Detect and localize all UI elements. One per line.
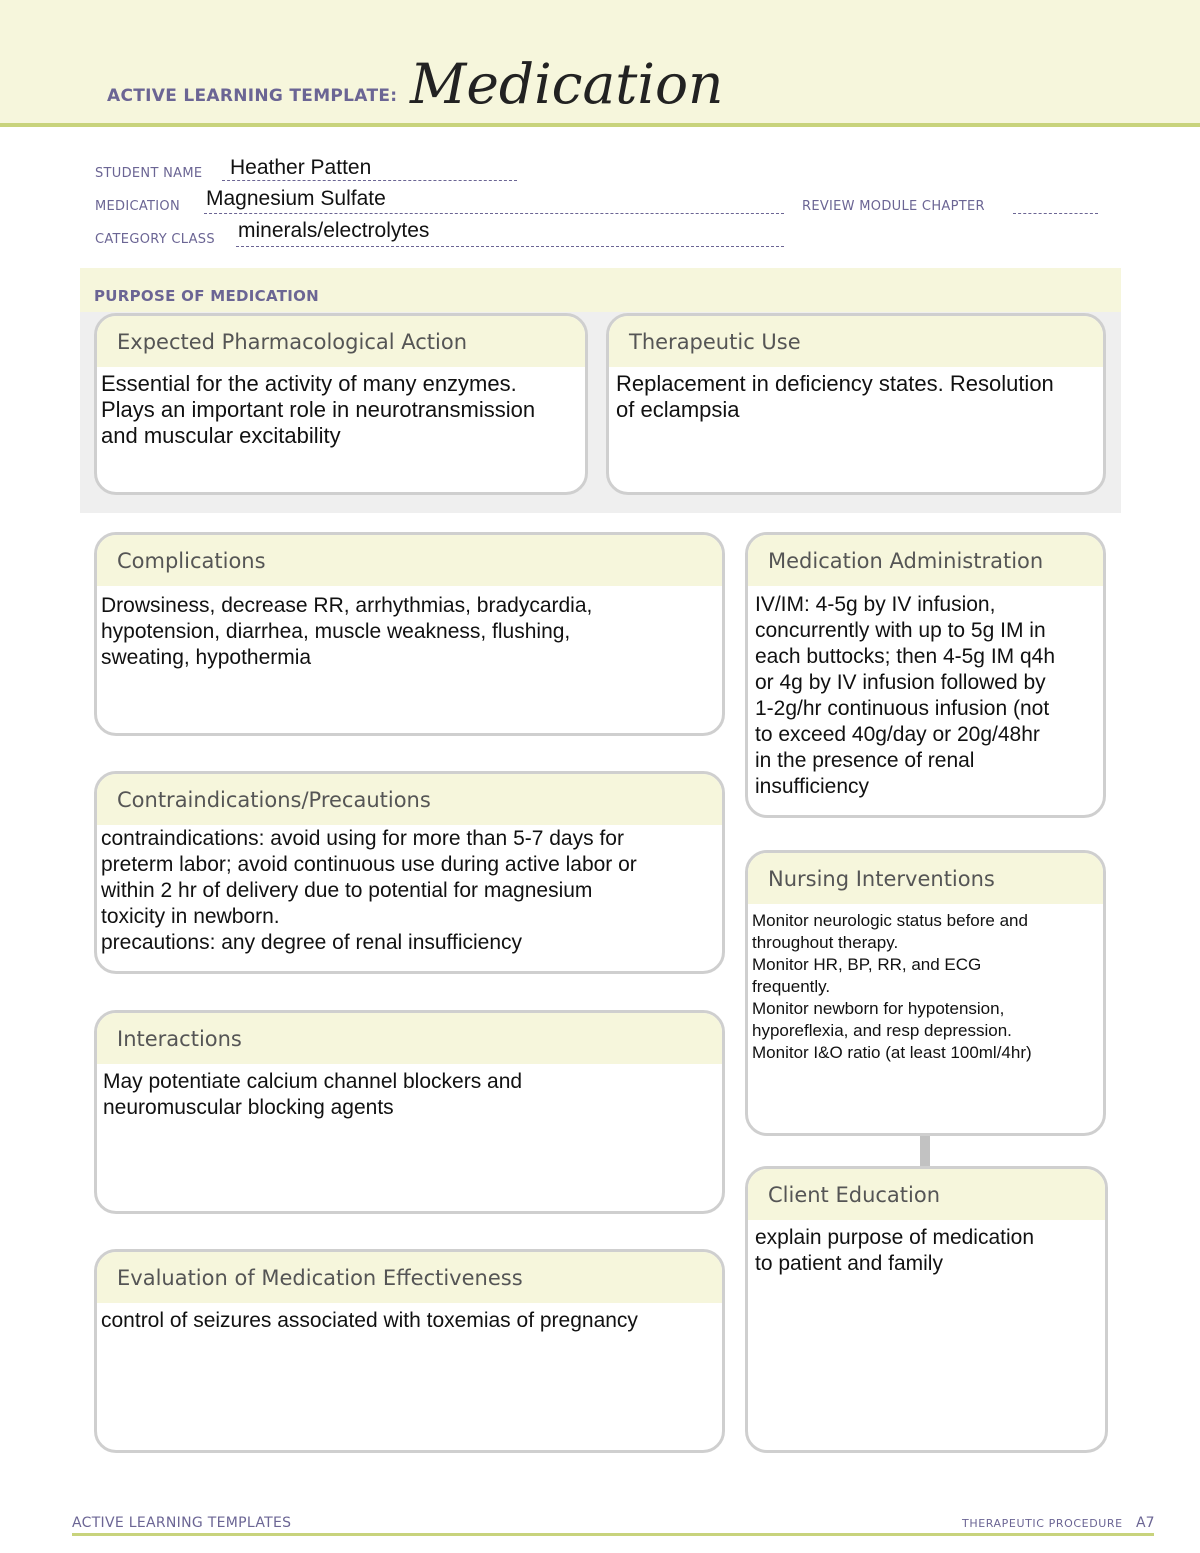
text-line: hypotension, diarrhea, muscle weakness, flushing,	[101, 620, 571, 643]
text-line: Monitor I&O ratio (at least 100ml/4hr)	[752, 1043, 1032, 1062]
therapeutic-use-box	[606, 313, 1106, 495]
header-rule	[0, 123, 1200, 127]
text-line: sweating, hypothermia	[101, 646, 312, 669]
client-education-text[interactable]	[748, 1220, 1105, 1277]
interactions-title: Interactions	[117, 1027, 242, 1051]
expected-action-header	[97, 316, 585, 367]
interactions-text[interactable]	[97, 1064, 722, 1121]
student-name-line	[222, 180, 517, 181]
interactions-header	[97, 1013, 722, 1064]
nursing-interventions-header	[748, 853, 1103, 904]
template-label: ACTIVE LEARNING TEMPLATE:	[107, 86, 398, 106]
therapeutic-use-text[interactable]	[609, 367, 1103, 423]
text-line: Monitor newborn for hypotension,	[752, 999, 1005, 1018]
evaluation-text[interactable]	[97, 1303, 722, 1334]
text-line: Drowsiness, decrease RR, arrhythmias, bradycardia,	[101, 594, 593, 617]
text-line: and muscular excitability	[101, 423, 341, 448]
evaluation-title: Evaluation of Medication Effectiveness	[117, 1266, 523, 1290]
expected-action-text[interactable]	[97, 367, 585, 449]
text-line: control of seizures associated with toxemias of pregnancy	[101, 1309, 638, 1332]
text-line: precautions: any degree of renal insufficiency	[101, 931, 523, 954]
text-line: Replacement in deficiency states. Resolution	[616, 371, 1054, 396]
contraindications-header	[97, 774, 722, 825]
nursing-interventions-box	[745, 850, 1106, 1136]
complications-box	[94, 532, 725, 736]
evaluation-header	[97, 1252, 722, 1303]
review-module-label: REVIEW MODULE CHAPTER	[802, 199, 985, 214]
evaluation-box	[94, 1249, 725, 1453]
footer-right: THERAPEUTIC PROCEDURE	[962, 1517, 1123, 1530]
therapeutic-use-header	[609, 316, 1103, 367]
medication-field[interactable]: Magnesium Sulfate	[206, 187, 386, 210]
category-class-field[interactable]: minerals/electrolytes	[238, 219, 430, 242]
administration-box	[745, 532, 1106, 818]
text-line: IV/IM: 4-5g by IV infusion,	[755, 593, 996, 616]
review-module-field[interactable]	[1013, 213, 1098, 214]
client-education-box	[745, 1166, 1108, 1453]
page-title: Medication	[410, 52, 724, 116]
client-education-header	[748, 1169, 1105, 1220]
administration-title: Medication Administration	[768, 549, 1044, 573]
text-line: throughout therapy.	[752, 933, 899, 952]
expected-action-title: Expected Pharmacological Action	[117, 330, 468, 354]
text-line: hyporeflexia, and resp depression.	[752, 1021, 1012, 1040]
text-line: 1-2g/hr continuous infusion (not	[755, 697, 1050, 720]
medication-line	[204, 213, 784, 214]
connector-bar	[920, 1136, 930, 1166]
category-class-label: CATEGORY CLASS	[95, 232, 215, 247]
complications-text[interactable]	[97, 586, 722, 671]
administration-header	[748, 535, 1103, 586]
text-line: Essential for the activity of many enzymes.	[101, 371, 517, 396]
student-name-label: STUDENT NAME	[95, 166, 203, 181]
text-line: frequently.	[752, 977, 831, 996]
therapeutic-use-title: Therapeutic Use	[629, 330, 801, 354]
purpose-label: PURPOSE OF MEDICATION	[94, 287, 320, 305]
text-line: within 2 hr of delivery due to potential for magnesium	[101, 879, 593, 902]
text-line: or 4g by IV infusion followed by	[755, 671, 1046, 694]
footer-left: ACTIVE LEARNING TEMPLATES	[72, 1515, 292, 1531]
text-line: insufficiency	[755, 775, 870, 798]
nursing-interventions-text[interactable]	[748, 904, 1103, 1064]
page-number: A7	[1136, 1515, 1155, 1531]
text-line: preterm labor; avoid continuous use during active labor or	[101, 853, 637, 876]
nursing-interventions-title: Nursing Interventions	[768, 867, 995, 891]
text-line: concurrently with up to 5g IM in	[755, 619, 1046, 642]
text-line: in the presence of renal	[755, 749, 975, 772]
text-line: Plays an important role in neurotransmission	[101, 397, 536, 422]
contraindications-text[interactable]	[97, 825, 722, 956]
contraindications-box	[94, 771, 725, 974]
administration-text[interactable]	[748, 586, 1103, 800]
expected-action-box	[94, 313, 588, 495]
text-line: Monitor HR, BP, RR, and ECG	[752, 955, 982, 974]
text-line: May potentiate calcium channel blockers and	[103, 1070, 523, 1093]
text-line: to patient and family	[755, 1252, 943, 1275]
text-line: explain purpose of medication	[755, 1226, 1035, 1249]
text-line: Monitor neurologic status before and	[752, 911, 1028, 930]
text-line: each buttocks; then 4-5g IM q4h	[755, 645, 1056, 668]
medication-label: MEDICATION	[95, 199, 180, 214]
text-line: to exceed 40g/day or 20g/48hr	[755, 723, 1040, 746]
interactions-box	[94, 1010, 725, 1214]
text-line: neuromuscular blocking agents	[103, 1096, 394, 1119]
text-line: of eclampsia	[616, 397, 740, 422]
contraindications-title: Contraindications/Precautions	[117, 788, 431, 812]
student-name-field[interactable]: Heather Patten	[230, 156, 372, 179]
text-line: toxicity in newborn.	[101, 905, 280, 928]
complications-header	[97, 535, 722, 586]
text-line: contraindications: avoid using for more than 5-7 days for	[101, 827, 624, 850]
footer-rule	[72, 1533, 1154, 1536]
client-education-title: Client Education	[768, 1183, 941, 1207]
complications-title: Complications	[117, 549, 266, 573]
category-class-line	[236, 246, 784, 247]
